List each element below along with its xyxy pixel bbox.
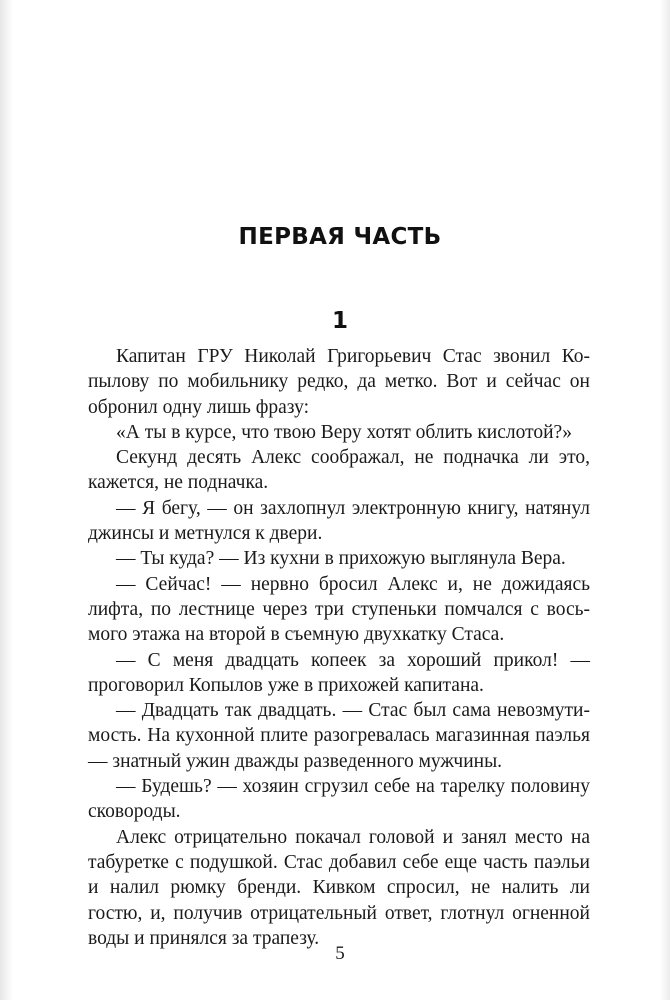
- chapter-body: [88, 344, 590, 951]
- chapter-number: 1: [331, 308, 348, 334]
- page-number: 5: [335, 943, 345, 964]
- paragraph: Капитан ГРУ Николай Григорьевич Стас звонил Копылову по мобильнику редко, да метко. Вот и сейчас он обронил одну лишь фразу:: [88, 346, 590, 418]
- paragraph: Секунд десять Алекс соображал, не подначка ли это, кажется, не подначка.: [88, 447, 590, 494]
- paragraph: — С меня двадцать копеек за хороший прикол! — проговорил Копылов уже в прихожей капитана.: [88, 649, 590, 696]
- paragraph: «А ты в курсе, что твою Веру хотят облить кислотой?»: [116, 421, 572, 443]
- page-edge-right: [660, 0, 670, 1000]
- paragraph: — Двадцать так двадцать. — Стас был сама невозмутимость. На кухонной плите разогревалась магазинная паэлья — знатный ужин дважды разведенного мужчины.: [88, 700, 590, 772]
- page-edge-left: [0, 0, 14, 1000]
- paragraph: — Будешь? — хозяин сгрузил себе на тарелку половину сковороды.: [88, 776, 590, 823]
- paragraph: — Я бегу, — он захлопнул электронную книгу, натянул джинсы и метнулся к двери.: [88, 497, 590, 545]
- paragraph: — Сейчас! — нервно бросил Алекс и, не дожидаясь лифта, по лестнице через три ступеньки помчался с восьмого этажа на второй в съемную двухкатку Стаса.: [88, 573, 590, 646]
- paragraph: — Ты куда? — Из кухни в прихожую выглянула Вера.: [116, 548, 566, 570]
- paragraph: Алекс отрицательно покачал головой и занял место на табуретке с подушкой. Стас добавил себе еще часть паэльи и налил рюмку бренди. Кивком спросил, не налить ли гостю, и, получив отрицательный ответ, глотнул огненной воды и принялся за трапезу.: [88, 826, 590, 949]
- part-title: ПЕРВАЯ ЧАСТЬ: [238, 224, 442, 250]
